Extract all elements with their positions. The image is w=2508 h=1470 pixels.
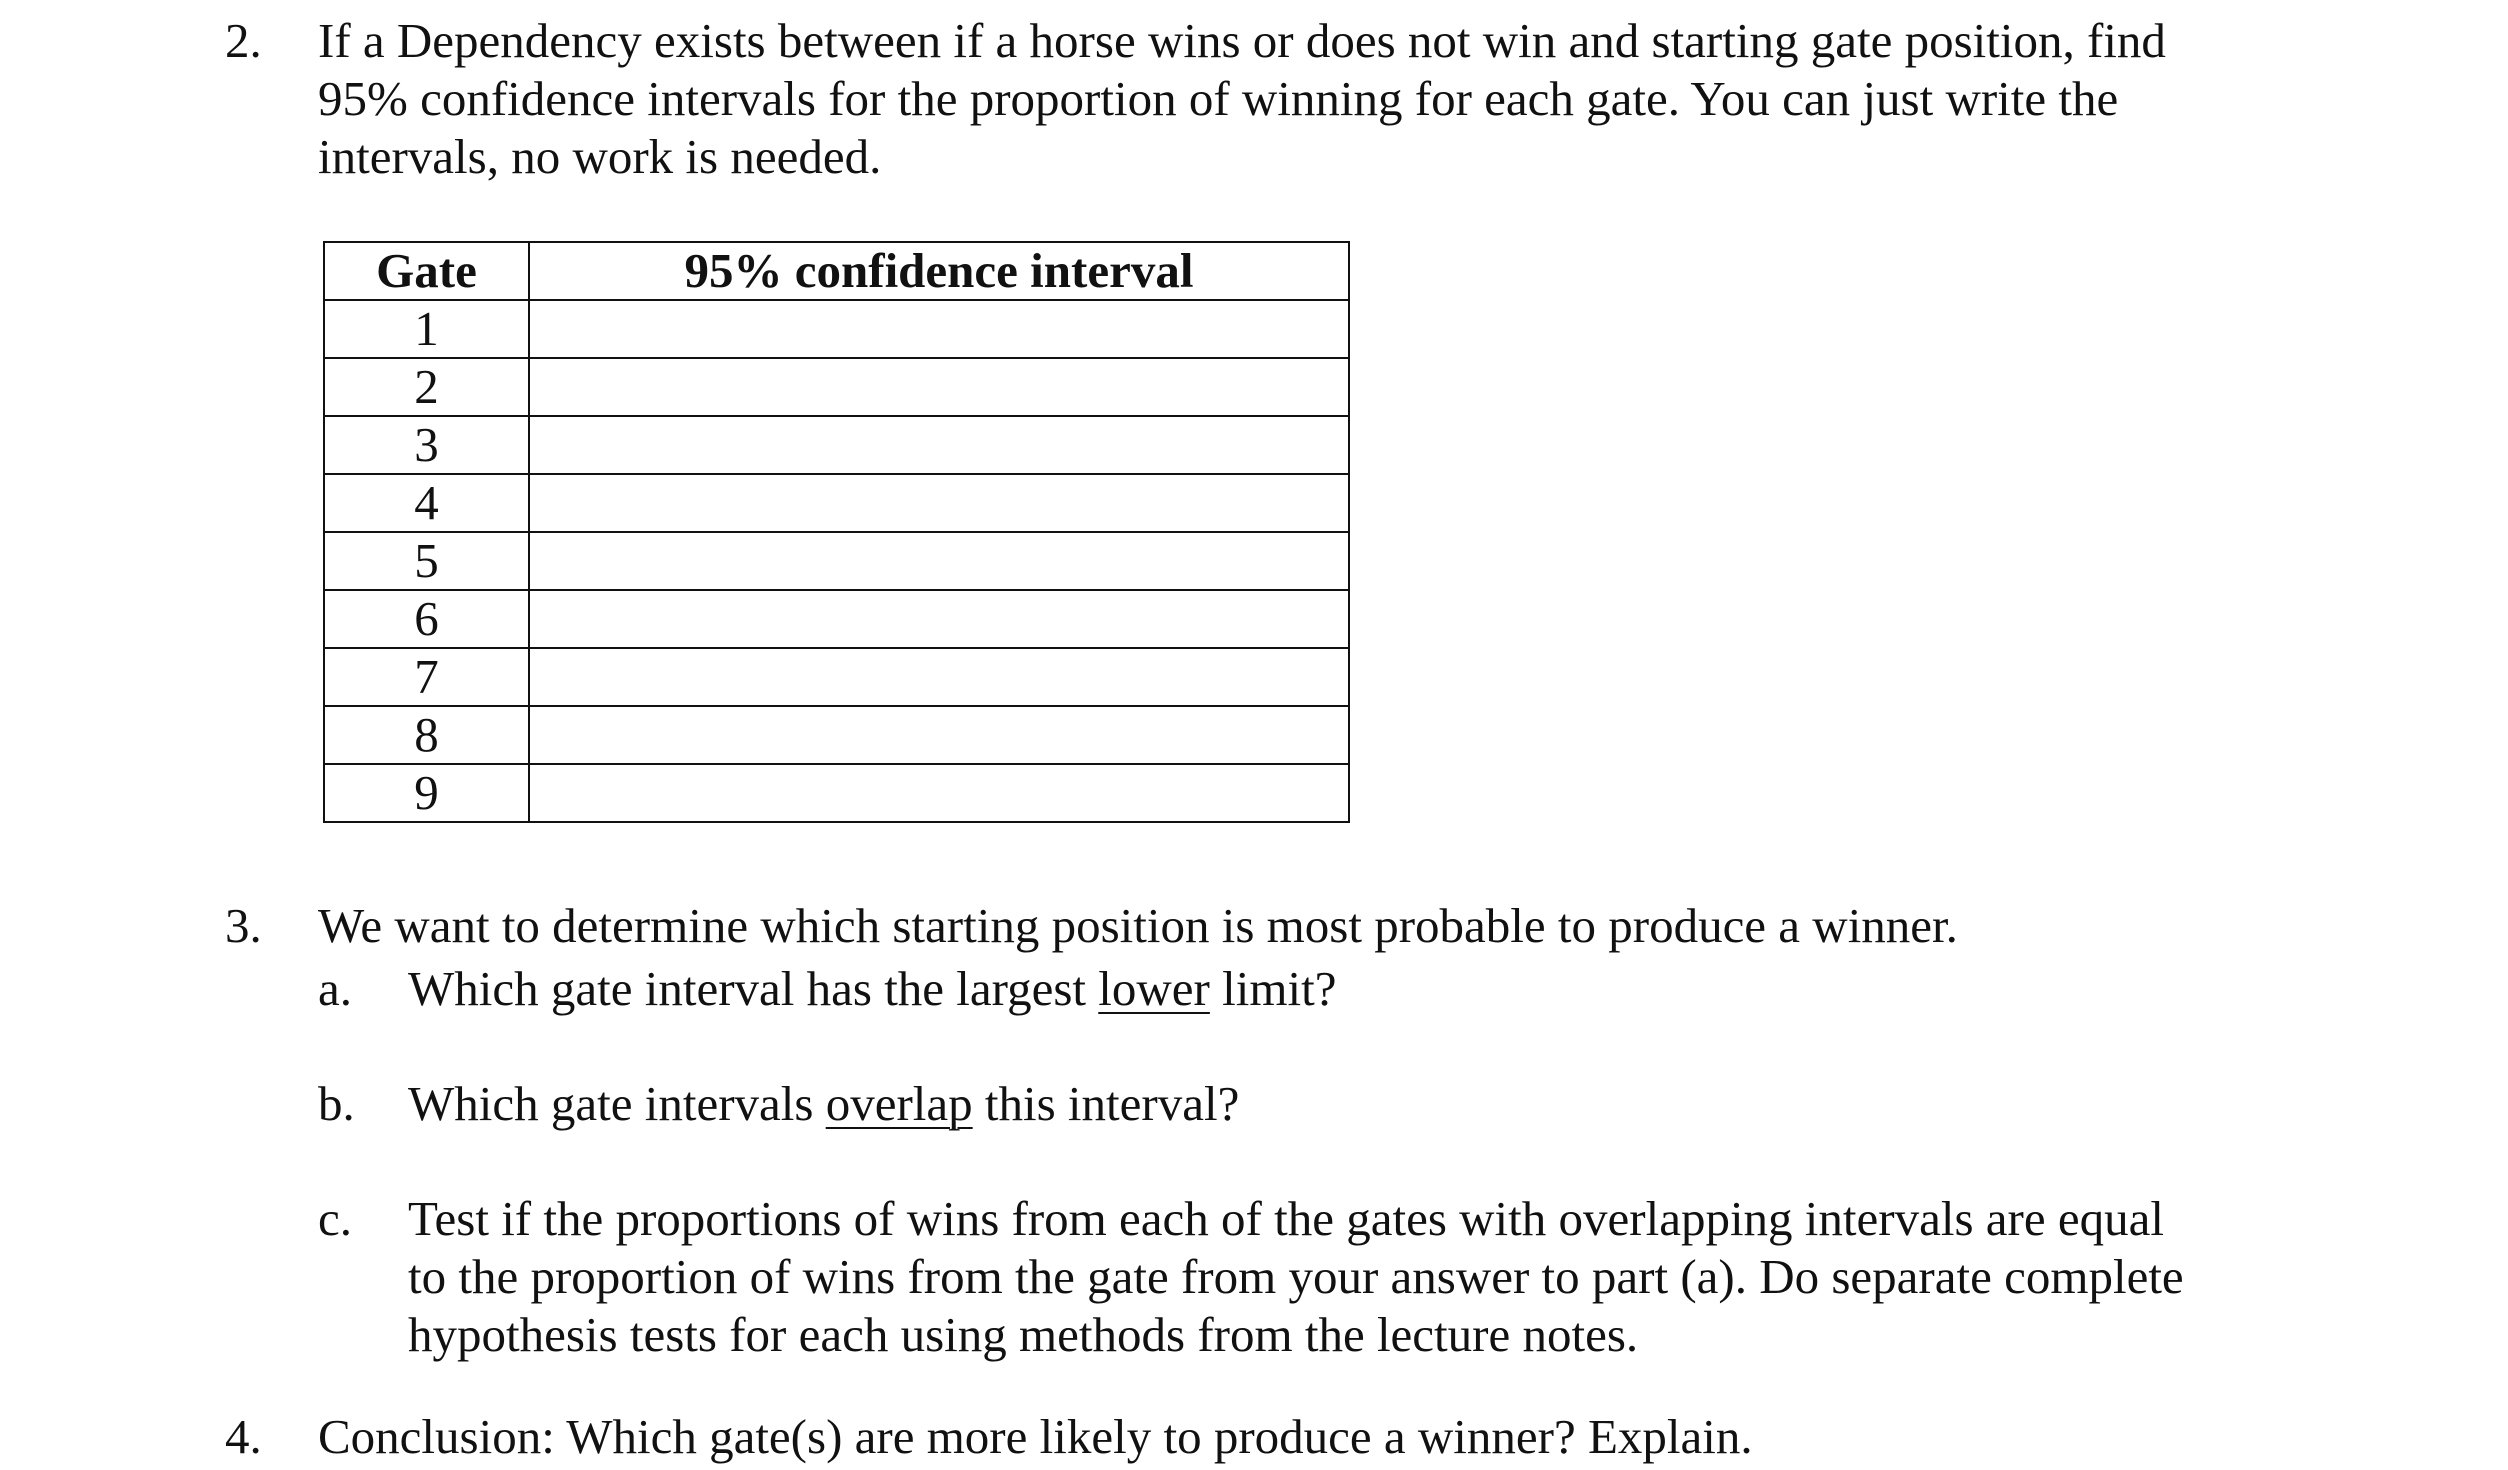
gate-cell: 6: [324, 590, 529, 648]
question-3-number: 3.: [225, 898, 262, 953]
question-2-text: [318, 12, 2278, 186]
gate-cell: 9: [324, 764, 529, 822]
table-row: [324, 474, 1349, 532]
part-c-line: to the proportion of wins from the gate from your answer to part (a). Do separate complete: [408, 1249, 2184, 1304]
table-row: [324, 590, 1349, 648]
interval-cell[interactable]: [529, 300, 1349, 358]
part-b-letter: b.: [318, 1076, 355, 1131]
part-b-text: [408, 1075, 2278, 1133]
interval-cell[interactable]: [529, 474, 1349, 532]
table-row: [324, 416, 1349, 474]
part-a-text-start: Which gate interval has the largest: [408, 961, 1099, 1016]
part-a-letter: a.: [318, 961, 352, 1016]
underlined-word-overlap: overlap: [825, 1076, 973, 1131]
question-2-line: intervals, no work is needed.: [318, 129, 882, 184]
interval-cell[interactable]: [529, 590, 1349, 648]
table-row: [324, 358, 1349, 416]
part-a-text-end: limit?: [1209, 961, 1337, 1016]
part-c-line: Test if the proportions of wins from each of the gates with overlapping intervals are equal: [408, 1191, 2164, 1246]
gate-cell: 8: [324, 706, 529, 764]
part-a-text: [408, 960, 2278, 1018]
interval-cell[interactable]: [529, 764, 1349, 822]
part-c-letter: c.: [318, 1191, 352, 1246]
gate-cell: 2: [324, 358, 529, 416]
interval-cell[interactable]: [529, 648, 1349, 706]
table-row: [324, 764, 1349, 822]
table-row: [324, 706, 1349, 764]
question-2-line: If a Dependency exists between if a horse wins or does not win and starting gate position, find: [318, 13, 2166, 68]
table-header-row: [324, 242, 1349, 300]
gate-column-header: Gate: [324, 242, 529, 300]
interval-cell[interactable]: [529, 358, 1349, 416]
question-2-line: 95% confidence intervals for the proportion of winning for each gate. You can just write the: [318, 71, 2119, 126]
table-row: [324, 532, 1349, 590]
table-row: [324, 300, 1349, 358]
interval-column-header: 95% confidence interval: [529, 242, 1349, 300]
question-4-number: 4.: [225, 1409, 262, 1464]
gate-cell: 4: [324, 474, 529, 532]
question-3-text: We want to determine which starting position is most probable to produce a winner.: [318, 898, 1958, 953]
part-b-text-start: Which gate intervals: [408, 1076, 826, 1131]
underlined-word-lower: lower: [1098, 961, 1210, 1016]
gate-cell: 7: [324, 648, 529, 706]
part-c-text: [408, 1190, 2278, 1364]
interval-cell[interactable]: [529, 532, 1349, 590]
interval-cell[interactable]: [529, 706, 1349, 764]
gate-cell: 5: [324, 532, 529, 590]
question-2-number: 2.: [225, 13, 262, 68]
table-row: [324, 648, 1349, 706]
part-c-line: hypothesis tests for each using methods from the lecture notes.: [408, 1307, 1639, 1362]
part-b-text-end: this interval?: [972, 1076, 1240, 1131]
question-4-text: Conclusion: Which gate(s) are more likely to produce a winner? Explain.: [318, 1409, 1753, 1464]
confidence-interval-table: [323, 241, 1350, 823]
interval-cell[interactable]: [529, 416, 1349, 474]
gate-cell: 3: [324, 416, 529, 474]
gate-cell: 1: [324, 300, 529, 358]
